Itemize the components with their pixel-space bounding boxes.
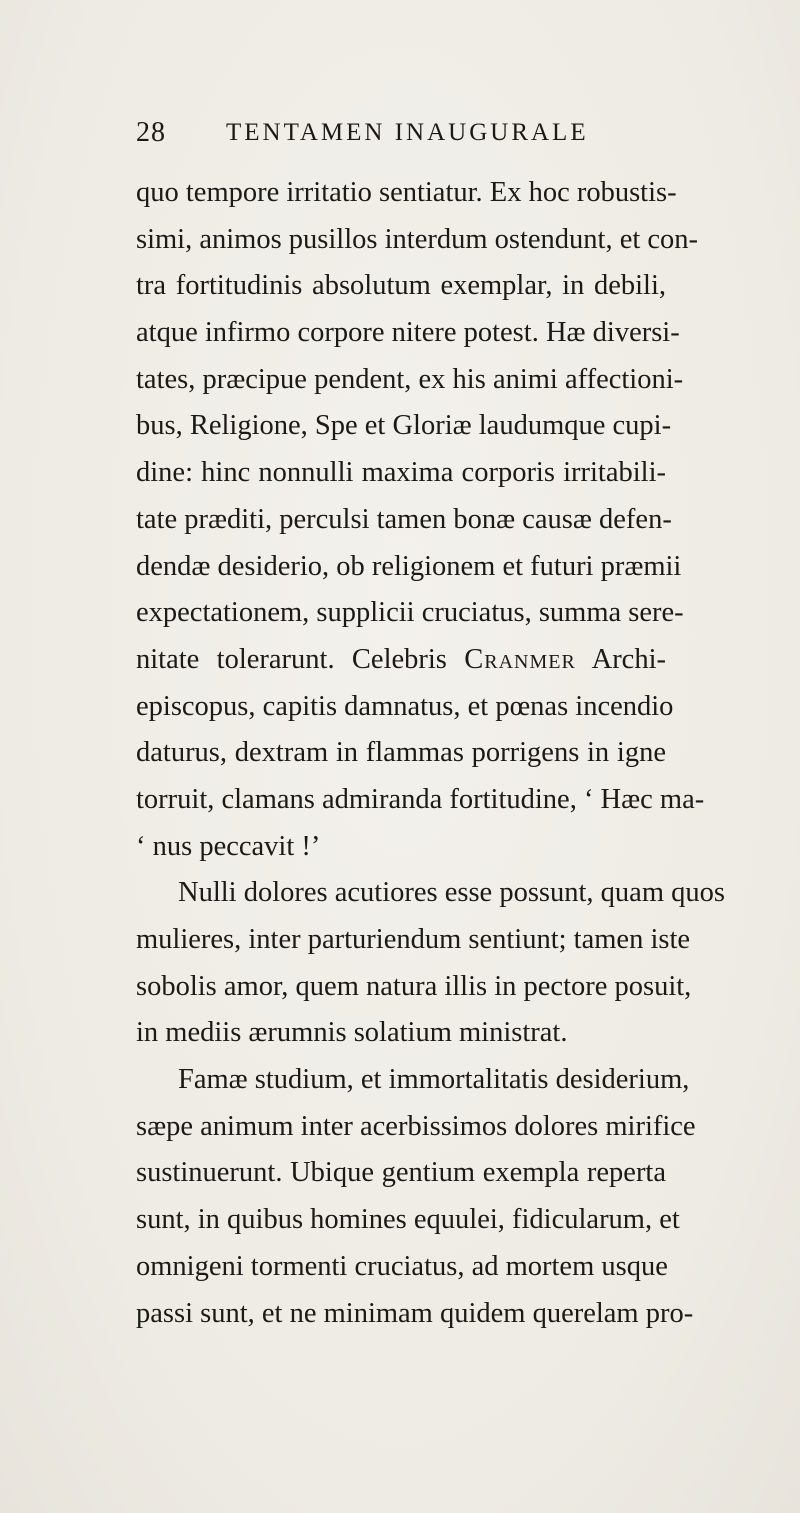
text-line: sustinuerunt. Ubique gentium exempla reperta [136,1157,666,1189]
text-line: tate præditi, perculsi tamen bonæ causæ defen- [136,503,672,535]
text-line: expectationem, supplicii cruciatus, summa sere- [136,597,684,629]
text-line: mulieres, inter parturiendum sentiunt; tamen iste [136,924,691,955]
person-name: Cranmer [464,643,576,675]
text-line: in mediis ærumnis solatium ministrat. [136,1017,568,1049]
text-line: omnigeni tormenti cruciatus, ad mortem usque [136,1250,668,1282]
text-line: dendæ desiderio, ob religionem et futuri præmii [136,550,682,582]
text-segment: nitate tolerarunt. Celebris [136,643,465,675]
text-line: atque infirmo corpore nitere potest. Hæ diversi- [136,317,680,349]
text-line: tra fortitudinis absolutum exemplar, in debili, [136,270,666,302]
text-line: passi sunt, et ne minimam quidem querelam pro- [136,1297,694,1329]
page-header [136,117,656,157]
paragraph-start: Nulli dolores acutiores esse possunt, quam quos [178,877,725,909]
text-segment: Archi- [575,643,666,675]
running-title: TENTAMEN INAUGURALE [226,119,589,146]
body-text [136,170,725,1337]
text-line: torruit, clamans admiranda fortitudine, ‘ Hæc ma- [136,783,705,815]
text-line: episcopus, capitis damnatus, et pœnas incendio [136,690,674,722]
text-line: dine: hinc nonnulli maxima corporis irritabili- [136,457,666,489]
text-line: tates, præcipue pendent, ex his animi affectioni- [136,363,684,395]
text-line: daturus, dextram in flammas porrigens in igne [136,737,666,769]
text-line: ‘ nus peccavit !’ [136,830,321,862]
text-line: bus, Religione, Spe et Gloriæ laudumque cupi- [136,410,672,442]
text-line: sobolis amor, quem natura illis in pectore posuit, [136,970,692,1002]
page-number: 28 [136,117,166,148]
paragraph-start: Famæ studium, et immortalitatis desiderium, [178,1064,690,1096]
text-line: sæpe animum inter acerbissimos dolores mirifice [136,1110,696,1142]
text-line-with-name [136,637,666,684]
text-line: sunt, in quibus homines equulei, fidicularum, et [136,1204,680,1236]
text-line: simi, animos pusillos interdum ostendunt, et con- [136,223,699,255]
text-line: quo tempore irritatio sentiatur. Ex hoc robustis- [136,177,677,208]
